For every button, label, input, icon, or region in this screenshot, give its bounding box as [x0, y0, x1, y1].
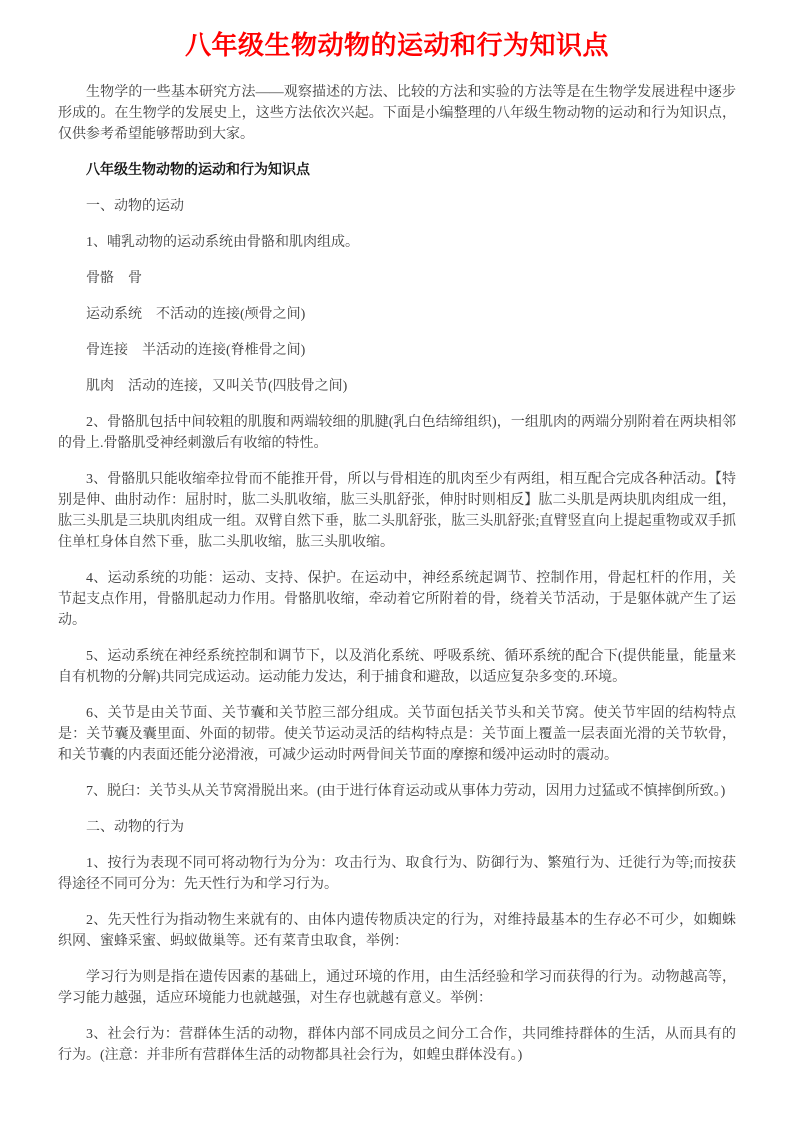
- paragraph-semi-movable-joint: 骨连接 半活动的连接(脊椎骨之间): [86, 343, 306, 358]
- section2-heading: 二、动物的行为: [86, 820, 184, 835]
- intro-paragraph: 生物学的一些基本研究方法——观察描述的方法、比较的方法和实验的方法等是在生物学发展进程中逐步形成的。在生物学的发展史上，这些方法依次兴起。下面是小编整理的八年级生物动物的运动和行为知识点，仅供参考希望能够帮助到大家。: [58, 85, 736, 142]
- paragraph-learned-behavior: 学习行为则是指在遗传因素的基础上，通过环境的作用，由生活经验和学习而获得的行为。动物越高等，学习能力越强，适应环境能力也就越强，对生存也就越有意义。举例：: [58, 970, 736, 1006]
- paragraph-system-coordination: 5、运动系统在神经系统控制和调节下，以及消化系统、呼吸系统、循环系统的配合下(提供能量，能量来自有机物的分解)共同完成运动。运动能力发达，利于捕食和避敌，以适应复杂多变的.环境。: [58, 649, 736, 685]
- document-title: 八年级生物动物的运动和行为知识点: [184, 30, 609, 60]
- paragraph-movable-joint: 肌肉 活动的连接，又叫关节(四肢骨之间): [86, 379, 348, 394]
- paragraph-skeletal-muscle-structure: 2、骨骼肌包括中间较粗的肌腹和两端较细的肌腱(乳白色结缔组织)，一组肌肉的两端分别附着在两块相邻的骨上.骨骼肌受神经刺激后有收缩的特性。: [58, 415, 736, 451]
- paragraph-skeleton-bone: 骨骼 骨: [86, 271, 142, 286]
- document-subtitle: 八年级生物动物的运动和行为知识点: [86, 163, 310, 178]
- paragraph-locomotor-system-functions: 4、运动系统的功能：运动、支持、保护。在运动中，神经系统起调节、控制作用，骨起杠杆的作用，关节起支点作用，骨骼肌起动力作用。骨骼肌收缩，牵动着它所附着的骨，绕着关节活动，于是躯体就产生了运动。: [58, 571, 736, 628]
- paragraph-immovable-joint: 运动系统 不活动的连接(颅骨之间): [86, 307, 306, 322]
- section1-heading: 一、动物的运动: [86, 199, 184, 214]
- paragraph-muscle-contraction-pairs: 3、骨骼肌只能收缩牵拉骨而不能推开骨，所以与骨相连的肌肉至少有两组，相互配合完成各种活动。【特别是伸、曲肘动作：屈肘时，肱二头肌收缩，肱三头肌舒张，伸肘时则相反】肱二头肌是两块肌肉组成一组，肱三头肌是三块肌肉组成一组。双臂自然下垂，肱二头肌舒张，肱三头肌舒张;直臂竖直向上提起重物或双手抓住单杠身体自然下垂，肱二头肌收缩，肱三头肌收缩。: [58, 472, 736, 550]
- paragraph-social-behavior: 3、社会行为：营群体生活的动物，群体内部不同成员之间分工合作，共同维持群体的生活，从而具有的行为。(注意：并非所有营群体生活的动物都具社会行为，如蝗虫群体没有。): [58, 1027, 736, 1063]
- paragraph-joint-composition: 6、关节是由关节面、关节囊和关节腔三部分组成。关节面包括关节头和关节窝。使关节牢固的结构特点是：关节囊及囊里面、外面的韧带。使关节运动灵活的结构特点是：关节面上覆盖一层表面光滑的关节软骨，和关节囊的内表面还能分泌滑液，可减少运动时两骨间关节面的摩擦和缓冲运动时的震动。: [58, 706, 736, 763]
- paragraph-dislocation: 7、脱臼：关节头从关节窝滑脱出来。(由于进行体育运动或从事体力劳动，因用力过猛或不慎摔倒所致。): [86, 784, 726, 799]
- paragraph-mammal-locomotor-system: 1、哺乳动物的运动系统由骨骼和肌肉组成。: [86, 235, 359, 250]
- paragraph-innate-behavior: 2、先天性行为指动物生来就有的、由体内遗传物质决定的行为，对维持最基本的生存必不可少，如蜘蛛织网、蜜蜂采蜜、蚂蚁做巢等。还有菜青虫取食，举例：: [58, 913, 736, 949]
- paragraph-behavior-classification: 1、按行为表现不同可将动物行为分为：攻击行为、取食行为、防御行为、繁殖行为、迁徙行为等;而按获得途径不同可分为：先天性行为和学习行为。: [58, 856, 736, 892]
